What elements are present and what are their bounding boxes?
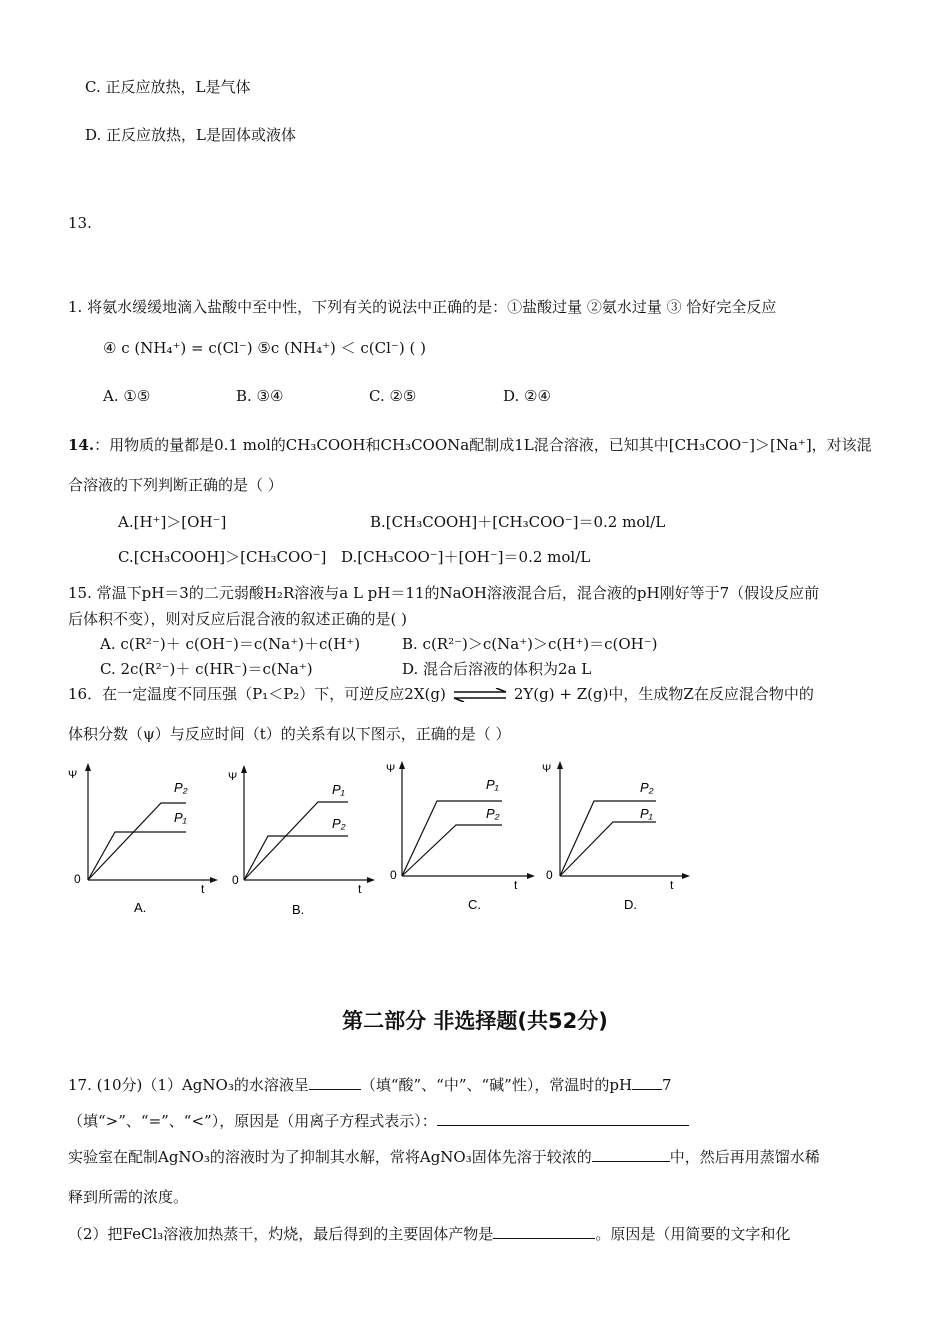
graph-d-origin: 0 <box>546 868 553 882</box>
graph-b-lower-label: P₂ <box>332 816 346 831</box>
q16-stem-line2: 体积分数（ψ）与反应时间（t）的关系有以下图示，正确的是（ ） <box>68 725 511 743</box>
q16-graph-c <box>380 756 550 920</box>
graph-c-origin: 0 <box>390 868 397 882</box>
graph-c-lower-curve <box>402 825 502 876</box>
graph-b-lower-curve <box>244 802 348 880</box>
q15-stem-line1: 15. 常温下pH＝3的二元弱酸H₂R溶液与a L pH＝11的NaOH溶液混合后，混合液的pH刚好等于7（假设反应前 <box>68 584 820 602</box>
q13-stem-line1: 1. 将氨水缓缓地滴入盐酸中至中性，下列有关的说法中正确的是：①盐酸过量 ②氨水过量 ③ 恰好完全反应 <box>68 298 777 316</box>
graph-b-xlabel: t <box>358 882 362 896</box>
q17-line5-text-a: （2）把FeCl₃溶液加热蒸干，灼烧，最后得到的主要固体产物是 <box>68 1225 494 1243</box>
q13-stem-line2: ④ c (NH₄⁺) = c(Cl⁻) ⑤c (NH₄⁺) ＜ c(Cl⁻) ( ) <box>103 339 426 357</box>
equilibrium-arrow-icon <box>452 688 508 702</box>
graph-c-caption: C. <box>468 897 481 912</box>
q13-option-b: B. ③④ <box>236 387 284 405</box>
graph-c-upper-label: P₁ <box>486 777 499 792</box>
q17-line2-text: （填“>”、“=”、“<”），原因是（用离子方程式表示）： <box>68 1112 437 1130</box>
q14-stem-text: ：用物质的量都是0.1 mol的CH₃COOH和CH₃COONa配制成1L混合溶液，已知其中[CH₃COO⁻]＞[Na⁺]，对该混 <box>94 436 872 454</box>
q16-stem-part1: 16．在一定温度不同压强（P₁＜P₂）下，可逆反应2X(g) <box>68 685 446 703</box>
graph-d-xlabel: t <box>670 878 674 892</box>
q13-number: 13. <box>68 214 92 232</box>
q16-graph-a <box>58 760 228 924</box>
q14-option-d: D.[CH₃COO⁻]＋[OH⁻]＝0.2 mol/L <box>341 548 591 566</box>
q16-graph-d <box>530 756 705 920</box>
graph-a-lower-label: P₁ <box>174 810 187 825</box>
q12-option-c: C. 正反应放热，L是气体 <box>85 78 251 96</box>
q13-option-d: D. ②④ <box>503 387 551 405</box>
graph-c-ylabel: Ψ <box>386 763 396 775</box>
q15-stem-line2: 后体积不变），则对反应后混合液的叙述正确的是( ) <box>68 610 407 628</box>
q17-line3 <box>68 1147 820 1167</box>
graph-a-upper-label: P₂ <box>174 780 188 795</box>
q17-line3-text-b: 中，然后再用蒸馏水稀 <box>669 1148 820 1166</box>
graph-a-ylabel: Ψ <box>68 769 78 781</box>
graph-a-lower-curve <box>88 832 186 880</box>
q13-option-a: A. ①⑤ <box>103 387 151 405</box>
q15-option-c: C. 2c(R²⁻)＋ c(HR⁻)＝c(Na⁺) <box>100 660 313 678</box>
q16-stem-line1 <box>68 684 814 704</box>
graph-a-xlabel: t <box>201 882 205 896</box>
q17-line1-text-c: 7 <box>662 1076 672 1094</box>
graph-a-caption: A. <box>134 900 147 915</box>
q17-blank-solution-nature[interactable] <box>309 1075 361 1090</box>
q15-option-a: A. c(R²⁻)＋ c(OH⁻)＝c(Na⁺)＋c(H⁺) <box>100 635 361 653</box>
q17-blank-ion-equation[interactable] <box>437 1111 689 1126</box>
graph-b-origin: 0 <box>232 873 239 887</box>
q17-blank-acid[interactable] <box>592 1147 670 1162</box>
graph-b-upper-label: P₁ <box>332 782 345 797</box>
q16-stem-part2: 2Y(g) + Z(g)中，生成物Z在反应混合物中的 <box>513 685 814 703</box>
q14-option-b: B.[CH₃COOH]＋[CH₃COO⁻]＝0.2 mol/L <box>370 513 666 531</box>
q17-line1-text-a: 17. (10分)（1）AgNO₃的水溶液呈 <box>68 1076 309 1094</box>
graph-c-lower-label: P₂ <box>486 806 500 821</box>
q12-option-d: D. 正反应放热，L是固体或液体 <box>85 126 296 144</box>
graph-b-caption: B. <box>292 902 305 917</box>
graph-b-ylabel: Ψ <box>228 771 238 783</box>
graph-d-upper-label: P₂ <box>640 780 654 795</box>
graph-d-lower-curve <box>560 822 656 876</box>
q16-graph-b <box>220 762 390 926</box>
q17-line5-text-b: 。原因是（用简要的文字和化 <box>595 1225 791 1243</box>
graph-d-caption: D. <box>624 897 637 912</box>
q14-label: 14. <box>68 436 95 454</box>
part2-heading: 第二部分 非选择题(共52分) <box>342 1009 608 1033</box>
q17-blank-ph-compare[interactable] <box>632 1075 662 1090</box>
graph-d-ylabel: Ψ <box>542 763 552 775</box>
q17-line4: 释到所需的浓度。 <box>68 1188 189 1206</box>
q17-blank-solid-product[interactable] <box>493 1224 595 1239</box>
graph-b-upper-curve <box>244 836 348 880</box>
q17-line1 <box>68 1075 672 1095</box>
graph-d-lower-label: P₁ <box>640 806 653 821</box>
q17-line3-text-a: 实验室在配制AgNO₃的溶液时为了抑制其水解，常将AgNO₃固体先溶于较浓的 <box>68 1148 592 1166</box>
q17-line1-text-b: （填“酸”、“中”、“碱”性），常温时的pH <box>360 1076 633 1094</box>
q14-option-a: A.[H⁺]＞[OH⁻] <box>118 513 227 531</box>
q17-line5 <box>68 1224 790 1244</box>
q14-option-c: C.[CH₃COOH]＞[CH₃COO⁻] <box>118 548 327 566</box>
q17-line2 <box>68 1111 689 1131</box>
graph-c-xlabel: t <box>514 878 518 892</box>
q14-stem-line2: 合溶液的下列判断正确的是（ ） <box>68 476 283 494</box>
q13-option-c: C. ②⑤ <box>369 387 417 405</box>
graph-a-upper-curve <box>88 803 186 880</box>
q15-option-d: D. 混合后溶液的体积为2a L <box>402 660 592 678</box>
q14-stem-line1 <box>68 435 872 455</box>
q15-option-b: B. c(R²⁻)＞c(Na⁺)＞c(H⁺)＝c(OH⁻) <box>402 635 658 653</box>
graph-a-origin: 0 <box>74 872 81 886</box>
